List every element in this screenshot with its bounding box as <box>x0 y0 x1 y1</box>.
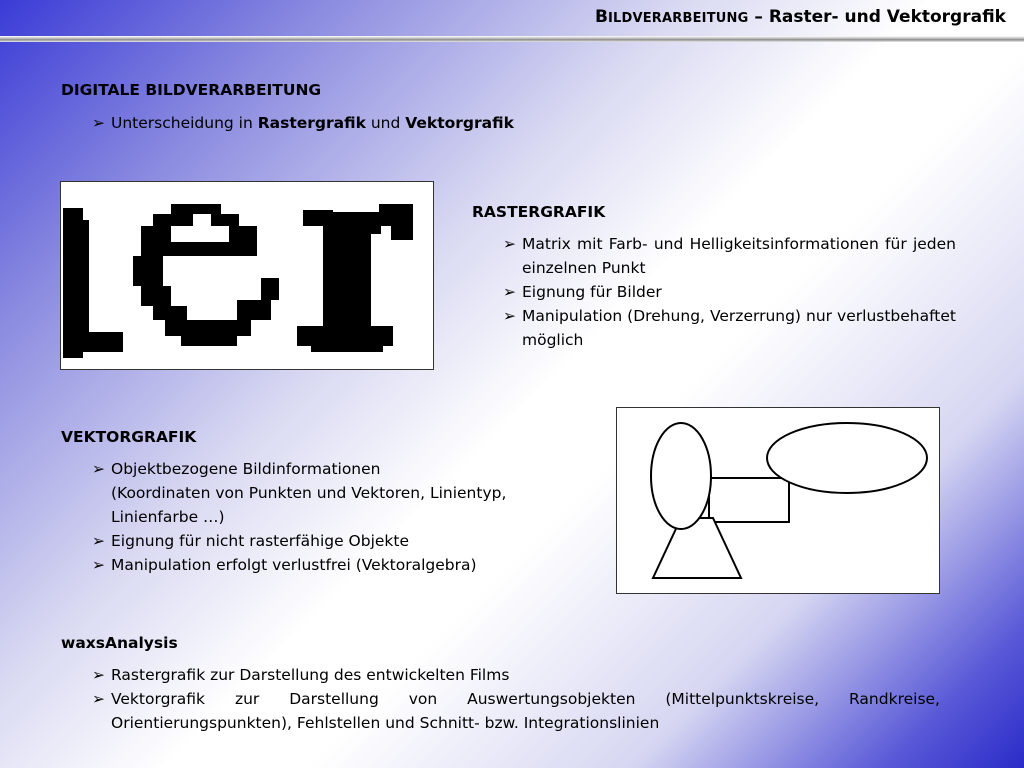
vektor-heading: VEKTORGRAFIK <box>61 428 197 446</box>
header-rule <box>0 36 1024 42</box>
waxs-heading: waxsAnalysis <box>61 634 178 652</box>
intro-bullet-text <box>111 111 612 135</box>
raster-bullet-3: Manipulation (Drehung, Verzerrung) nur verlustbehaftet möglich <box>522 307 956 349</box>
arrow-bullet-icon: ➢ <box>92 532 105 550</box>
list-item <box>92 457 572 529</box>
vector-ellipse-vertical <box>651 423 711 529</box>
arrow-bullet-icon: ➢ <box>92 114 105 132</box>
vector-rectangle <box>709 478 789 522</box>
title-smallcaps: ILDVERARBEITUNG <box>607 11 749 26</box>
list-item <box>92 529 572 553</box>
pixelated-ler-image <box>60 181 434 370</box>
intro-text-vektorgrafik: Vektorgrafik <box>405 114 514 132</box>
arrow-bullet-icon: ➢ <box>503 283 516 301</box>
vektor-bullet-1: Objektbezogene Bildinformationen (Koordinaten von Punkten und Vektoren, Linientyp, Linienfarbe …) <box>111 460 507 526</box>
arrow-bullet-icon: ➢ <box>92 460 105 478</box>
title-rest: – Raster- und Vektorgrafik <box>748 7 1006 27</box>
list-item <box>92 553 572 577</box>
raster-letters-svg <box>61 182 433 369</box>
waxs-bullet-1: Rastergrafik zur Darstellung des entwickelten Films <box>111 666 510 684</box>
arrow-bullet-icon: ➢ <box>92 666 105 684</box>
vector-shapes-svg <box>617 408 939 593</box>
list-item <box>92 111 612 135</box>
vektor-bullet-2: Eignung für nicht rasterfähige Objekte <box>111 532 410 550</box>
letter-l <box>63 208 123 358</box>
letter-r <box>297 204 413 352</box>
list-item <box>503 304 956 352</box>
vektor-bullet-list <box>92 457 572 577</box>
waxs-bullet-list <box>92 663 940 735</box>
letter-e <box>133 204 279 346</box>
raster-heading: RASTERGRAFIK <box>472 203 606 221</box>
list-item <box>92 687 940 735</box>
vektor-bullet-3: Manipulation erfolgt verlustfrei (Vektoralgebra) <box>111 556 477 574</box>
raster-bullet-1: Matrix mit Farb- und Helligkeitsinformationen für jeden einzelnen Punkt <box>522 235 956 277</box>
intro-heading: DIGITALE BILDVERARBEITUNG <box>61 81 322 99</box>
raster-bullet-2: Eignung für Bilder <box>522 283 662 301</box>
arrow-bullet-icon: ➢ <box>503 307 516 325</box>
list-item <box>503 280 956 304</box>
title-initial: B <box>594 7 608 27</box>
waxs-bullet-2: Vektorgrafik zur Darstellung von Auswertungsobjekten (Mittelpunktskreise, Randkreise, Orientierungspunkten), Fehlstellen und Schnitt- bzw. Integrationslinien <box>111 690 940 732</box>
slide-title <box>595 7 1006 27</box>
intro-bullet-list <box>92 111 612 135</box>
intro-text-und: und <box>365 114 406 132</box>
vector-triangle <box>653 518 741 578</box>
arrow-bullet-icon: ➢ <box>92 556 105 574</box>
intro-text-rastergrafik: Rastergrafik <box>257 114 366 132</box>
raster-bullet-list <box>503 232 956 352</box>
vector-ellipse-horizontal <box>767 423 927 493</box>
list-item <box>92 663 940 687</box>
vector-shapes-image <box>616 407 940 594</box>
slide-header <box>0 0 1024 38</box>
intro-text-prefix: Unterscheidung in <box>111 114 258 132</box>
list-item <box>503 232 956 280</box>
arrow-bullet-icon: ➢ <box>503 235 516 253</box>
arrow-bullet-icon: ➢ <box>92 690 105 708</box>
